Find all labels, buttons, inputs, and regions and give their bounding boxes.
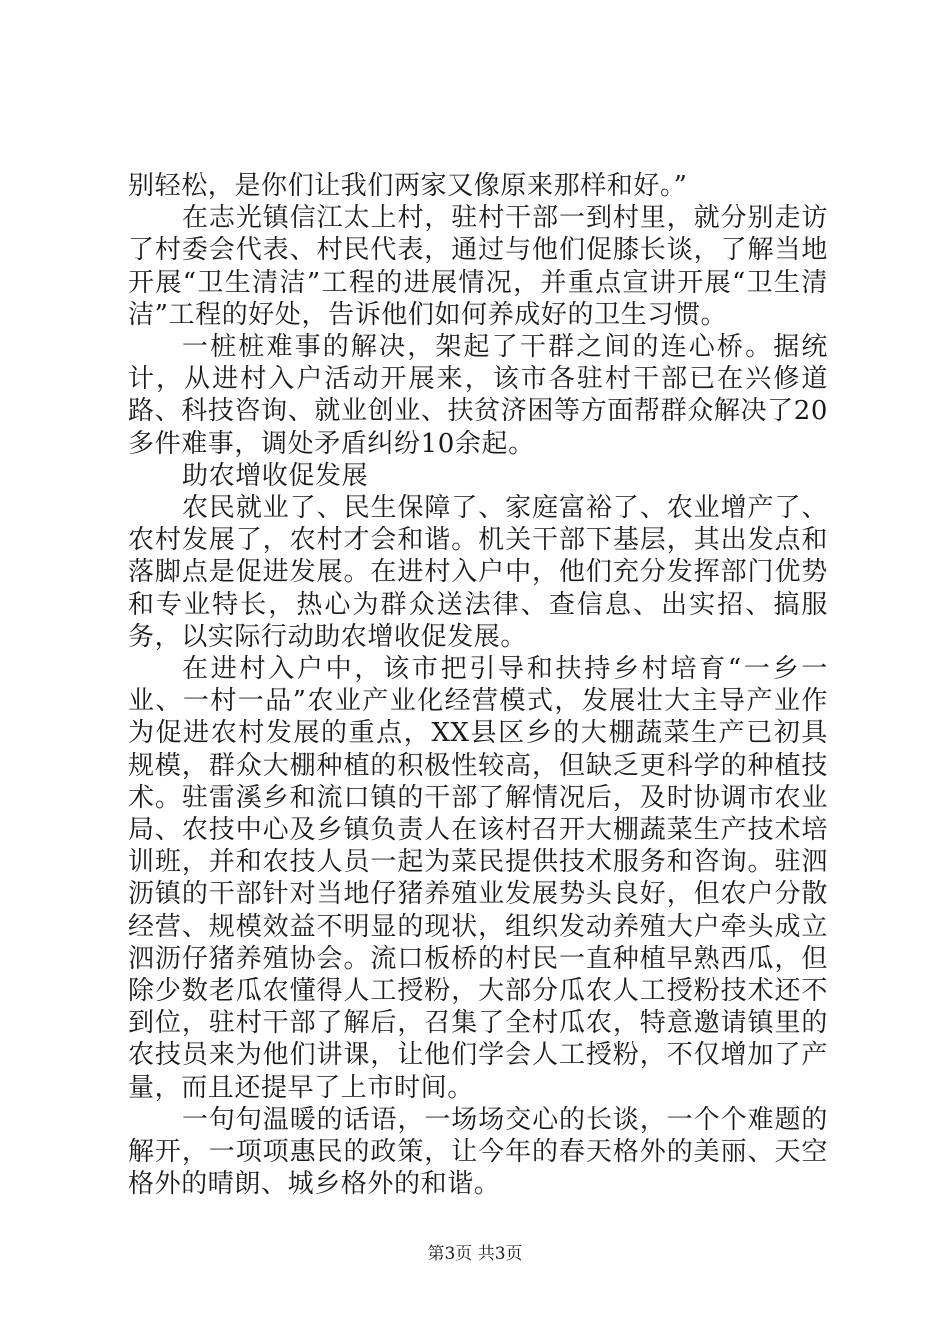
paragraph: 一句句温暖的话语，一场场交心的长谈，一个个难题的解开，一项项惠民的政策，让今年的春天格外的美丽、天空格外的晴朗、城乡格外的和谐。	[128, 1104, 828, 1200]
page-number-label: 第3页 共3页	[427, 1244, 523, 1264]
paragraph: 在志光镇信江太上村，驻村干部一到村里，就分别走访了村委会代表、村民代表，通过与他们促膝长谈，了解当地开展“卫生清洁”工程的进展情况，并重点宣讲开展“卫生清洁”工程的好处，告诉他们如何养成好的卫生习惯。	[128, 203, 828, 330]
section-heading: 助农增收促发展	[182, 460, 369, 491]
paragraph: 一桩桩难事的解决，架起了干群之间的连心桥。据统计，从进村入户活动开展来，该市各驻村干部已在兴修道路、科技咨询、就业创业、扶贫济困等方面帮群众解决了20多件难事，调处矛盾纠纷10余起。	[128, 332, 828, 459]
paragraph: 在进村入户中，该市把引导和扶持乡村培育“一乡一业、一村一品”农业产业化经营模式，发展壮大主导产业作为促进农村发展的重点，XX县区乡的大棚蔬菜生产已初具规模，群众大棚种植的积极性较高，但缺乏更科学的种植技术。驻雷溪乡和流口镇的干部了解情况后，及时协调市农业局、农技中心及乡镇负责人在该村召开大棚蔬菜生产技术培训班，并和农技人员一起为菜民提供技术服务和咨询。驻泗沥镇的干部针对当地仔猪养殖业发展势头良好，但农户分散经营、规模效益不明显的现状，组织发动养殖大户牵头成立泗沥仔猪养殖协会。流口板桥的村民一直种植早熟西瓜，但除少数老瓜农懂得人工授粉，大部分瓜农人工授粉技术还不到位，驻村干部了解后，召集了全村瓜农，特意邀请镇里的农技员来为他们讲课，让他们学会人工授粉，不仅增加了产量，而且还提早了上市时间。	[128, 654, 828, 1103]
paragraph: 农民就业了、民生保障了、家庭富裕了、农业增产了、农村发展了，农村才会和谐。机关干部下基层，其出发点和落脚点是促进发展。在进村入户中，他们充分发挥部门优势和专业特长，热心为群众送法律、查信息、出实招、搞服务，以实际行动助农增收促发展。	[128, 493, 828, 652]
paragraph-continuation: 别轻松，是你们让我们两家又像原来那样和好。”	[128, 171, 688, 201]
document-body	[128, 170, 828, 1201]
page-footer	[0, 1244, 950, 1264]
